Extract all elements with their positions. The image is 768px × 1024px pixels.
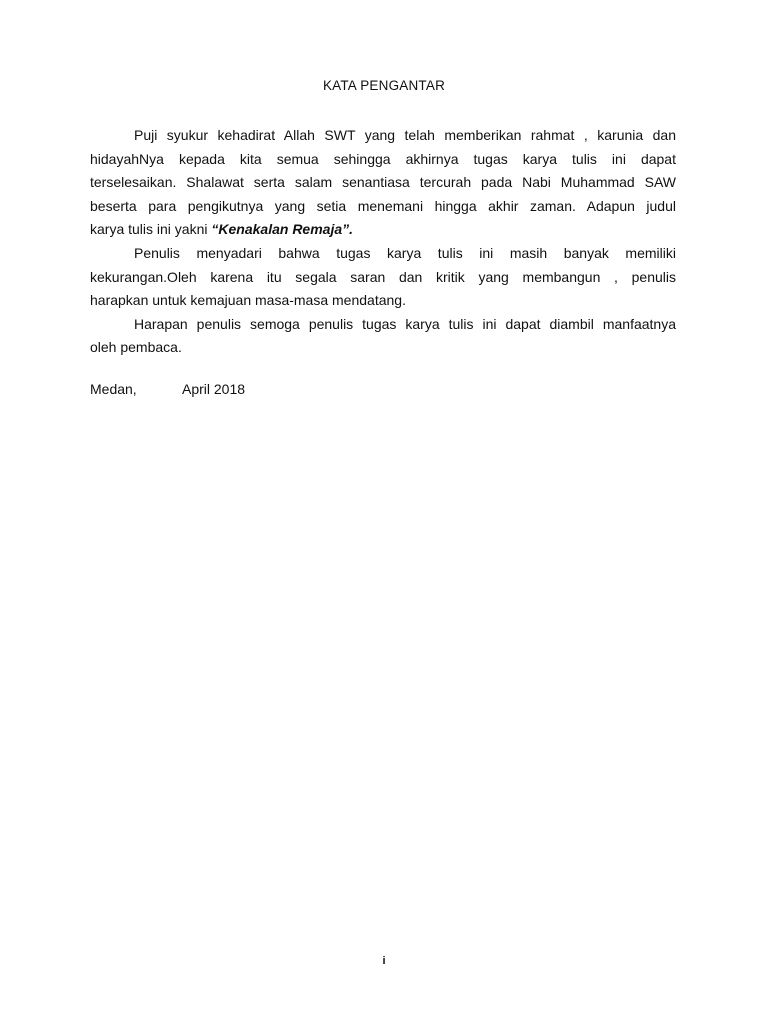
- signoff: [90, 379, 245, 399]
- paragraph-line: [90, 218, 676, 242]
- page-number: i: [382, 955, 386, 967]
- paragraph-2: [90, 242, 676, 313]
- paragraph-1: [90, 124, 676, 242]
- paragraph-line: oleh pembaca.: [90, 339, 182, 356]
- paragraph-line: Harapan penulis semoga penulis tugas karya tulis ini dapat diambil manfaatnya: [134, 315, 676, 332]
- emphasized-title: “Kenakalan Remaja”.: [211, 221, 354, 238]
- page-title: KATA PENGANTAR: [322, 78, 446, 93]
- paragraph-line: kekurangan.Oleh karena itu segala saran dan kritik yang membangun , penulis: [90, 268, 676, 285]
- paragraph-line: beserta para pengikutnya yang setia menemani hingga akhir zaman. Adapun judul: [90, 197, 676, 214]
- document-body: [90, 124, 676, 360]
- paragraph-line: Penulis menyadari bahwa tugas karya tulis ini masih banyak memiliki: [134, 244, 676, 261]
- paragraph-line: hidayahNya kepada kita semua sehingga akhirnya tugas karya tulis ini dapat: [90, 150, 676, 167]
- paragraph-line: terselesaikan. Shalawat serta salam senantiasa tercurah pada Nabi Muhammad SAW: [90, 174, 676, 191]
- paragraph-line-prefix: karya tulis ini yakni: [90, 221, 212, 238]
- paragraph-3: [90, 313, 676, 360]
- signoff-date: April 2018: [182, 381, 246, 397]
- paragraph-line: Puji syukur kehadirat Allah SWT yang telah memberikan rahmat , karunia dan: [134, 127, 676, 143]
- paragraph-line: harapkan untuk kemajuan masa-masa mendatang.: [90, 292, 406, 309]
- signoff-city: Medan,: [90, 381, 137, 397]
